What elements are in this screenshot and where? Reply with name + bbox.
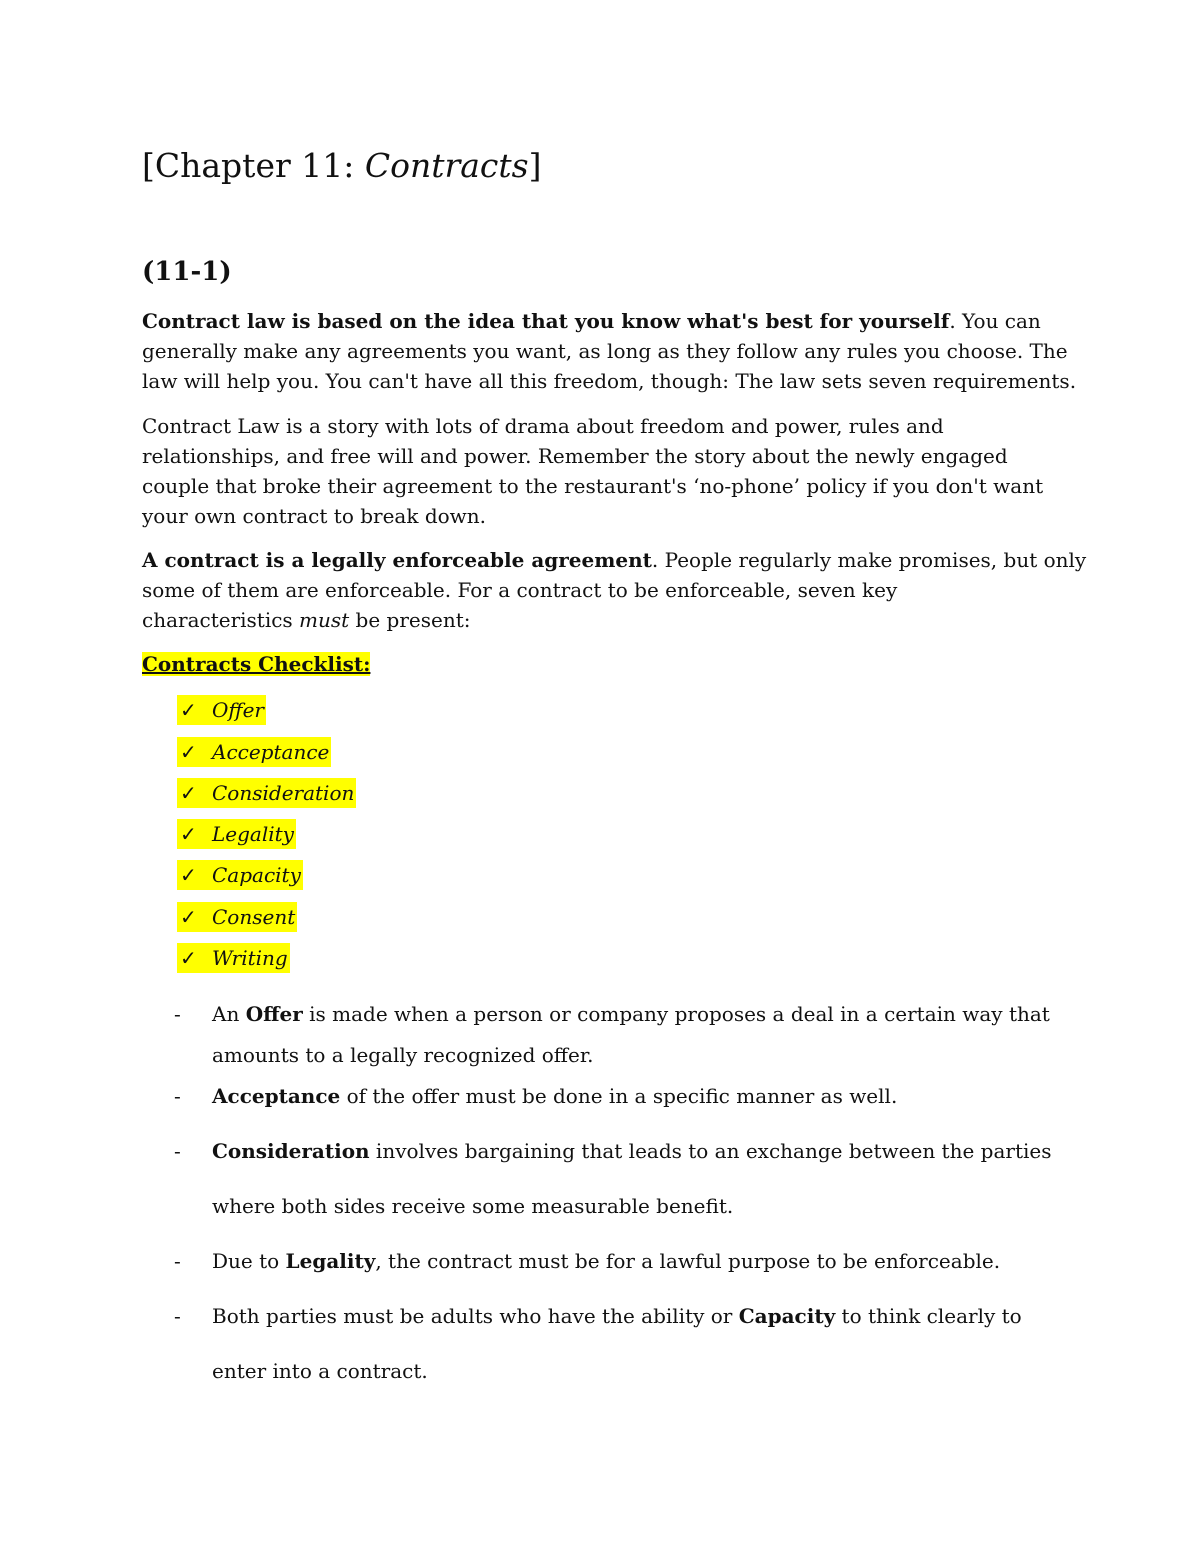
paragraph-contract-law: Contract law is based on the idea that you know what's best for yourself. You can generally make any agreements you want, as long as they follow any rules you choose. The law will help you. You can't have all this freedom, though: The law sets seven requirements. [142, 309, 1077, 393]
dash-bullet: - [174, 1139, 181, 1163]
checkmark-icon: ✓ [180, 905, 197, 929]
dash-bullet: - [174, 1249, 181, 1273]
checklist-item: ✓ Legality [177, 819, 296, 849]
checklist-item: ✓ Writing [177, 943, 290, 973]
document-page: [Chapter 11: Contracts] (11-1) Contract law is based on the idea that you know what's best for yourself. You can generally make any agreements you want, as long as they follow any rules you choose. The law will help you. You can't have all this freedom, though: The law sets seven requirements. Contract Law is a story with lots of drama about freedom and power, rules and relationships, and free will and power. Remember the story about the newly engaged couple that broke their agreement to the restaurant's ‘no-phone’ policy if you don't want your own contract to break down. A contract is a legally enforceable agreement. People regularly make promises, but only some of them are enforceable. For a contract to be enforceable, seven key characteristics must be present: Contracts Checklist: ✓ Offer ✓ Acceptance ✓ Consideration ✓ Legality ✓ Capacity ✓ Consent ✓ Writing - An Offer is made when a person or company proposes a deal in a certain way that amounts to a legally recognized offer. - Acceptance of the offer must be done in a specific manner as well. - Consideration involves bargaining that leads to an exchange between the parties where both sides receive some measurable benefit. - Due to Legality, the contract must be for a lawful purpose to be enforceable. - Both parties must be adults who have the ability or Capacity to think clearly to enter into a contract. [0, 0, 1200, 1553]
checkmark-icon: ✓ [180, 822, 197, 846]
paragraph-story: Contract Law is a story with lots of drama about freedom and power, rules and relationships, and free will and power. Remember the story about the newly engaged couple that broke their agreement to the restaurant's ‘no-phone’ policy if you don't want your own contract to break down. [142, 414, 1044, 528]
checkmark-icon: ✓ [180, 863, 197, 887]
paragraph-definition: A contract is a legally enforceable agreement. People regularly make promises, but only some of them are enforceable. For a contract to be enforceable, seven key characteristics must be present: [142, 548, 1087, 632]
checklist-item: ✓ Consent [177, 902, 297, 932]
dash-bullet: - [174, 1304, 181, 1328]
checklist-item: ✓ Consideration [177, 778, 356, 808]
checklist-item: ✓ Offer [177, 695, 266, 725]
checkmark-icon: ✓ [180, 781, 197, 805]
dash-bullet: - [174, 1002, 181, 1026]
dash-bullet: - [174, 1084, 181, 1108]
chapter-title: [Chapter 11: Contracts] [142, 146, 542, 185]
checkmark-icon: ✓ [180, 740, 197, 764]
checklist-heading: Contracts Checklist: [142, 652, 371, 676]
checkmark-icon: ✓ [180, 946, 197, 970]
section-number: (11-1) [142, 257, 232, 287]
checklist-item: ✓ Capacity [177, 860, 303, 890]
checkmark-icon: ✓ [180, 698, 197, 722]
checklist-item: ✓ Acceptance [177, 737, 331, 767]
